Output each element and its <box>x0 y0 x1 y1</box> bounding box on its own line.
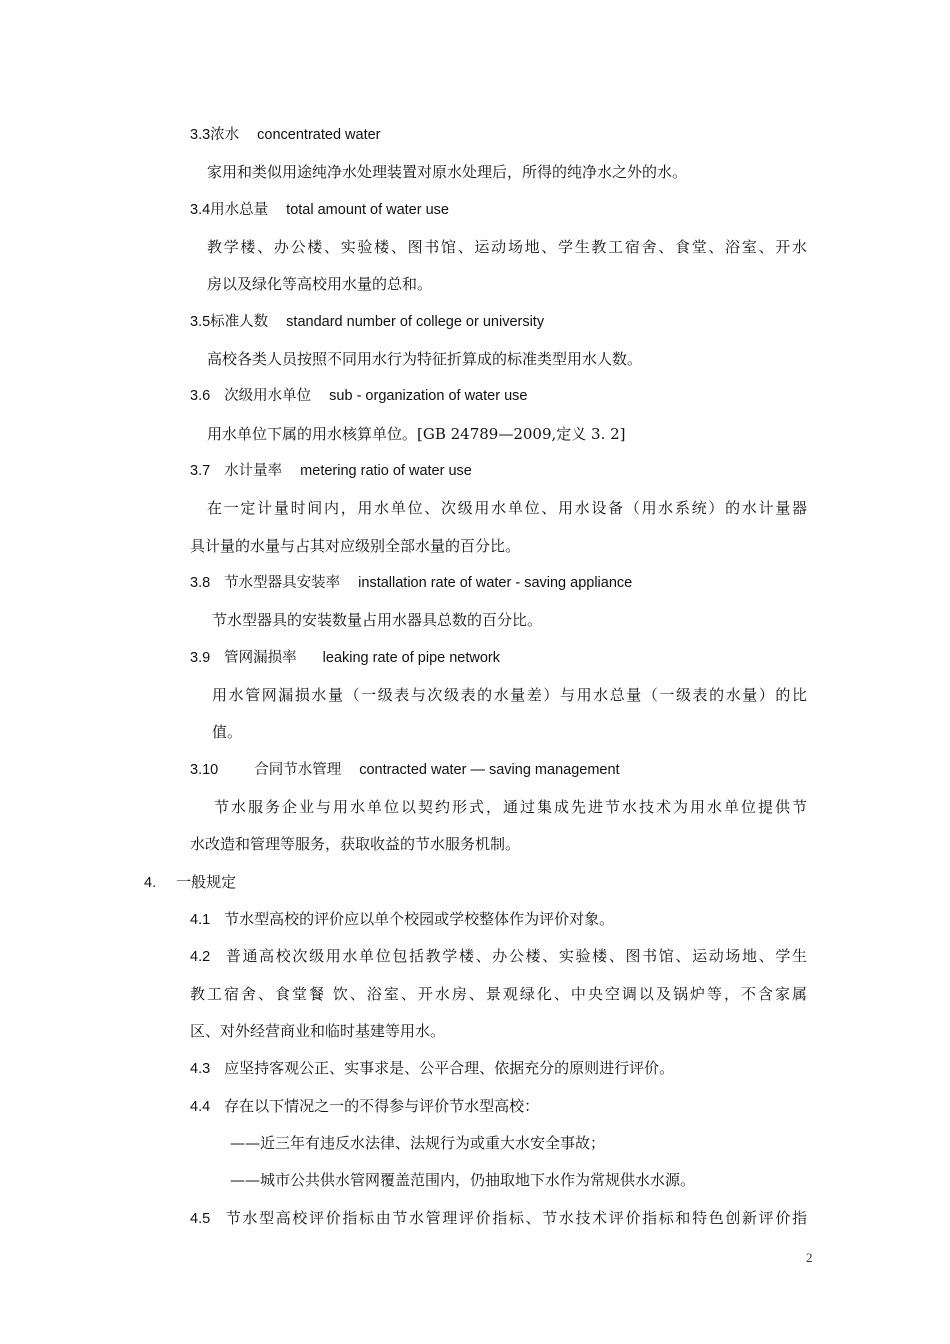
section-number: 3.10 <box>190 762 219 778</box>
section-number: 3.7 <box>190 463 211 479</box>
term-en: sub - organization of water use <box>329 388 528 404</box>
term-zh: 用水总量 <box>210 202 269 218</box>
section-4-5-line-1 <box>190 1208 807 1229</box>
section-4-heading <box>144 872 236 893</box>
section-3-7-body-line-1: 在一定计量时间内，用水单位、次级用水单位、用水设备（用水系统）的水计量器 <box>207 499 807 517</box>
section-number: 3.9 <box>190 650 211 666</box>
section-number: 4.2 <box>190 949 211 965</box>
section-3-9-body-line-1: 用水管网漏损水量（一级表与次级表的水量差）与用水总量（一级表的水量）的比 <box>212 686 807 704</box>
term-zh: 节水型器具安装率 <box>224 575 341 591</box>
clause-text: 普通高校次级用水单位包括教学楼、办公楼、实验楼、图书馆、运动场地、学生 <box>224 947 807 965</box>
section-3-9-body-line-2: 值。 <box>212 723 243 741</box>
section-3-10-body-line-2: 水改造和管理等服务，获取收益的节水服务机制。 <box>190 835 521 853</box>
section-number: 3.6 <box>190 388 211 404</box>
term-en: concentrated water <box>257 127 381 143</box>
term-en: leaking rate of pipe network <box>322 650 500 666</box>
section-number: 3.5 <box>190 314 211 330</box>
section-4-3 <box>190 1058 674 1079</box>
term-zh: 水计量率 <box>224 463 283 479</box>
section-3-7-heading <box>190 461 472 481</box>
term-zh: 标准人数 <box>210 314 269 330</box>
section-3-3-body: 家用和类似用途纯净水处理装置对原水处理后，所得的纯净水之外的水。 <box>207 163 688 181</box>
section-4-4 <box>190 1096 539 1117</box>
section-number: 4.1 <box>190 912 211 928</box>
section-title: 一般规定 <box>176 873 237 891</box>
clause-text: 存在以下情况之一的不得参与评价节水型高校： <box>224 1097 540 1115</box>
section-3-8-body: 节水型器具的安装数量占用水器具总数的百分比。 <box>212 611 543 629</box>
section-number: 4.5 <box>190 1211 211 1227</box>
section-4-1 <box>190 909 614 930</box>
term-en: metering ratio of water use <box>300 463 472 479</box>
clause-text: 节水型高校评价指标由节水管理评价指标、节水技术评价指标和特色创新评价指 <box>224 1209 807 1227</box>
term-en: total amount of water use <box>286 202 449 218</box>
section-3-8-heading <box>190 573 632 593</box>
section-3-10-body-line-1: 节水服务企业与用水单位以契约形式，通过集成先进节水技术为用水单位提供节 <box>214 798 807 816</box>
term-zh: 合同节水管理 <box>254 762 342 778</box>
term-en: installation rate of water - saving appliance <box>358 575 633 591</box>
section-3-3-heading <box>190 125 381 145</box>
section-number: 4.3 <box>190 1061 211 1077</box>
clause-text: 节水型高校的评价应以单个校园或学校整体作为评价对象。 <box>224 910 615 928</box>
section-4-2-line-2: 教工宿舍、食堂餐 饮、浴室、开水房、景观绿化、中央空调以及锅炉等，不含家属 <box>190 985 807 1003</box>
section-number: 3.4 <box>190 202 211 218</box>
section-3-6-body: 用水单位下属的用水核算单位。[GB 24789—2009,定义 3. 2] <box>207 425 626 443</box>
section-4-4-item-1: ——近三年有违反水法律、法规行为或重大水安全事故； <box>230 1134 606 1152</box>
section-4-4-item-2: ——城市公共供水管网覆盖范围内，仍抽取地下水作为常规供水水源。 <box>230 1171 696 1189</box>
section-number: 4. <box>144 875 157 891</box>
section-3-9-heading <box>190 648 500 668</box>
section-3-5-heading <box>190 312 544 332</box>
section-3-6-heading <box>190 386 527 406</box>
term-zh: 浓水 <box>210 127 240 143</box>
section-4-2-line-3: 区、对外经营商业和临时基建等用水。 <box>190 1022 446 1040</box>
section-number: 3.3 <box>190 127 211 143</box>
section-3-4-body-line-1: 教学楼、办公楼、实验楼、图书馆、运动场地、学生教工宿舍、食堂、浴室、开水 <box>207 238 807 256</box>
clause-text: 应坚持客观公正、实事求是、公平合理、依据充分的原则进行评价。 <box>224 1059 675 1077</box>
section-3-5-body: 高校各类人员按照不同用水行为特征折算成的标准类型用水人数。 <box>207 350 643 368</box>
section-3-4-heading <box>190 200 449 220</box>
section-3-4-body-line-2: 房以及绿化等高校用水量的总和。 <box>207 275 433 293</box>
section-number: 4.4 <box>190 1099 211 1115</box>
page-number: 2 <box>806 1250 813 1265</box>
term-zh: 管网漏损率 <box>224 650 297 666</box>
section-3-7-body-line-2: 具计量的水量与占其对应级别全部水量的百分比。 <box>190 537 521 555</box>
section-4-2-line-1 <box>190 946 807 967</box>
term-zh: 次级用水单位 <box>224 388 312 404</box>
term-en: standard number of college or university <box>286 314 545 330</box>
term-en: contracted water — saving management <box>359 762 620 778</box>
section-number: 3.8 <box>190 575 211 591</box>
section-3-10-heading <box>190 760 620 780</box>
